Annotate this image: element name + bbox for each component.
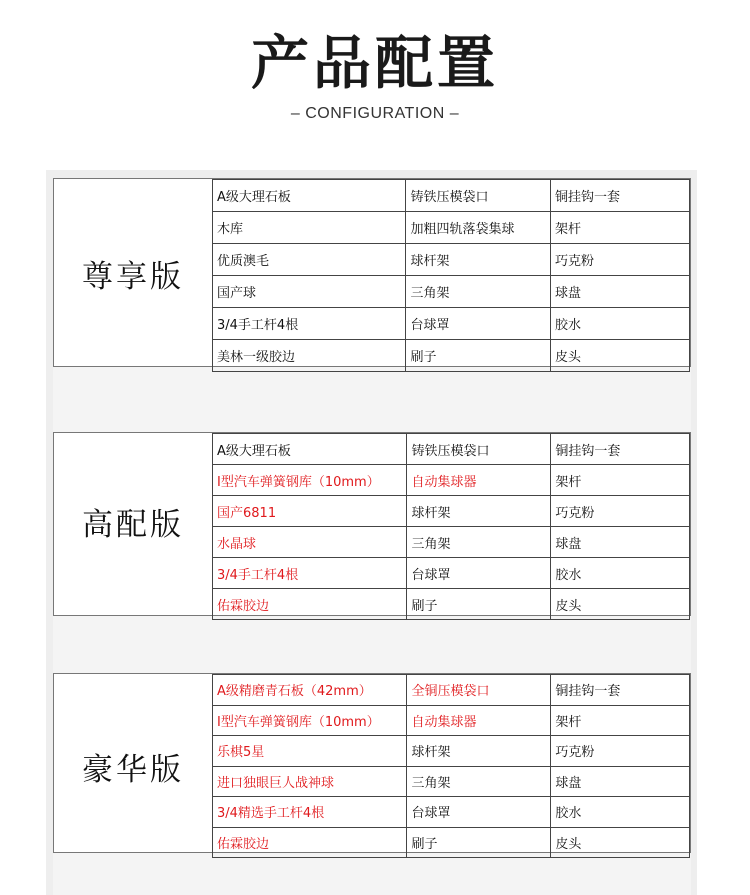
spec-cell: I型汽车弹簧钢库（10mm） bbox=[213, 465, 407, 496]
spec-cell: 自动集球器 bbox=[407, 465, 551, 496]
spec-cell: 球杆架 bbox=[407, 736, 551, 767]
spec-cell: 进口独眼巨人战神球 bbox=[213, 766, 407, 797]
spec-row bbox=[213, 308, 690, 340]
spec-cell: 美林一级胶边 bbox=[213, 340, 406, 372]
spec-cell: 三角架 bbox=[406, 276, 550, 308]
spec-row bbox=[213, 212, 690, 244]
spec-row bbox=[213, 496, 690, 527]
spec-row bbox=[213, 276, 690, 308]
section-gap bbox=[53, 366, 691, 432]
spec-cell: 木库 bbox=[213, 212, 406, 244]
spec-cell: 台球罩 bbox=[406, 308, 550, 340]
spec-cell: 国产球 bbox=[213, 276, 406, 308]
spec-cell: 巧克粉 bbox=[551, 496, 690, 527]
spec-cell: 架杆 bbox=[551, 705, 690, 736]
spec-cell: 台球罩 bbox=[407, 558, 551, 589]
spec-cell: A级大理石板 bbox=[213, 434, 407, 465]
spec-cell: 巧克粉 bbox=[551, 736, 690, 767]
spec-cell: 铸铁压模袋口 bbox=[406, 180, 550, 212]
page-title: 产品配置 bbox=[250, 29, 499, 97]
spec-cell: 球盘 bbox=[551, 766, 690, 797]
spec-row bbox=[213, 558, 690, 589]
edition-name: 尊享版 bbox=[82, 259, 184, 295]
spec-cell: 佑霖胶边 bbox=[213, 827, 407, 858]
spec-cell: 国产6811 bbox=[213, 496, 407, 527]
spec-row bbox=[213, 340, 690, 372]
spec-cell: 乐棋5星 bbox=[213, 736, 407, 767]
spec-cell: 水晶球 bbox=[213, 527, 407, 558]
spec-table bbox=[212, 179, 690, 372]
spec-cell: 胶水 bbox=[551, 797, 690, 828]
spec-cell: 胶水 bbox=[551, 558, 690, 589]
spec-cell: 自动集球器 bbox=[407, 705, 551, 736]
spec-cell: 刷子 bbox=[406, 340, 550, 372]
spec-cell: 三角架 bbox=[407, 527, 551, 558]
spec-cell: 三角架 bbox=[407, 766, 551, 797]
section-gap bbox=[53, 615, 691, 673]
spec-row bbox=[213, 766, 690, 797]
spec-cell: 球盘 bbox=[551, 527, 690, 558]
spec-row bbox=[213, 434, 690, 465]
spec-table bbox=[212, 433, 690, 620]
spec-cell: 皮头 bbox=[550, 340, 689, 372]
edition-card bbox=[53, 432, 691, 616]
spec-row bbox=[213, 705, 690, 736]
spec-cell: 球盘 bbox=[550, 276, 689, 308]
spec-cell: 架杆 bbox=[551, 465, 690, 496]
spec-cell: 皮头 bbox=[551, 589, 690, 620]
spec-row bbox=[213, 589, 690, 620]
spec-cell: 加粗四轨落袋集球 bbox=[406, 212, 550, 244]
spec-cell: 3/4精选手工杆4根 bbox=[213, 797, 407, 828]
spec-cell: 刷子 bbox=[407, 827, 551, 858]
section-gap bbox=[53, 852, 691, 895]
spec-row bbox=[213, 180, 690, 212]
spec-cell: A级精磨青石板（42mm） bbox=[213, 675, 407, 706]
spec-row bbox=[213, 736, 690, 767]
spec-cell: 台球罩 bbox=[407, 797, 551, 828]
spec-cell: 全铜压模袋口 bbox=[407, 675, 551, 706]
edition-card bbox=[53, 673, 691, 853]
spec-cell: A级大理石板 bbox=[213, 180, 406, 212]
spec-cell: 佑霖胶边 bbox=[213, 589, 407, 620]
spec-cell: 铜挂钩一套 bbox=[551, 675, 690, 706]
spec-cell: I型汽车弹簧钢库（10mm） bbox=[213, 705, 407, 736]
spec-cell: 铜挂钩一套 bbox=[551, 434, 690, 465]
spec-row bbox=[213, 675, 690, 706]
edition-name: 高配版 bbox=[82, 507, 184, 543]
spec-cell: 胶水 bbox=[550, 308, 689, 340]
spec-cell: 球杆架 bbox=[406, 244, 550, 276]
spec-cell: 球杆架 bbox=[407, 496, 551, 527]
spec-cell: 皮头 bbox=[551, 827, 690, 858]
spec-cell: 架杆 bbox=[550, 212, 689, 244]
spec-cell: 3/4手工杆4根 bbox=[213, 308, 406, 340]
spec-row bbox=[213, 527, 690, 558]
spec-row bbox=[213, 797, 690, 828]
spec-row bbox=[213, 465, 690, 496]
edition-card bbox=[53, 178, 691, 367]
spec-table bbox=[212, 674, 690, 858]
spec-cell: 巧克粉 bbox=[550, 244, 689, 276]
spec-row bbox=[213, 827, 690, 858]
spec-cell: 优质澳毛 bbox=[213, 244, 406, 276]
spec-cell: 3/4手工杆4根 bbox=[213, 558, 407, 589]
spec-row bbox=[213, 244, 690, 276]
spec-cell: 铜挂钩一套 bbox=[550, 180, 689, 212]
page-subtitle: – CONFIGURATION – bbox=[290, 105, 460, 122]
edition-name: 豪华版 bbox=[82, 752, 184, 788]
spec-cell: 刷子 bbox=[407, 589, 551, 620]
spec-cell: 铸铁压模袋口 bbox=[407, 434, 551, 465]
